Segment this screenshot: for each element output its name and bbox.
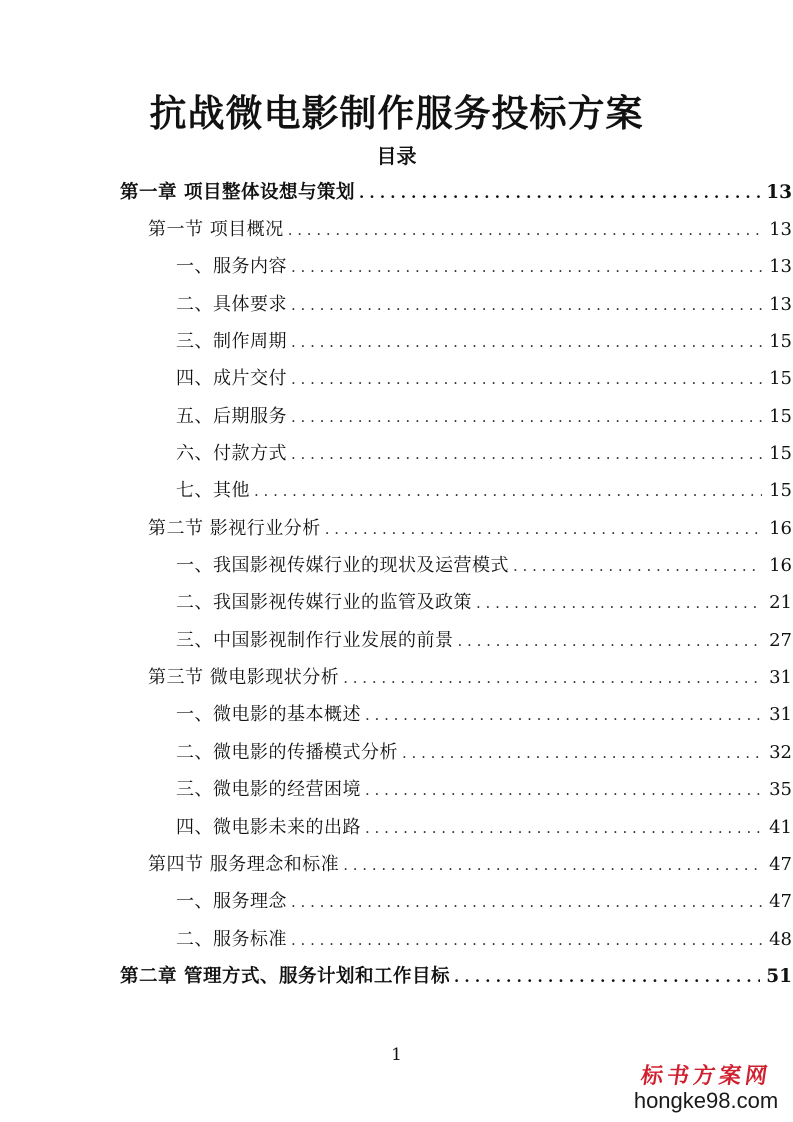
toc-entry-label: 五、后期服务 xyxy=(176,405,287,427)
toc-dot-leader xyxy=(288,218,762,242)
page-number: 1 xyxy=(391,1045,402,1065)
watermark-logo xyxy=(631,1066,781,1112)
toc-section-entry[interactable] xyxy=(0,211,792,248)
toc-dot-leader xyxy=(454,965,760,989)
toc-entry-page-number: 15 xyxy=(769,405,792,427)
toc-entry-label: 一、我国影视传媒行业的现状及运营模式 xyxy=(176,555,509,577)
toc-entry-page-number: 47 xyxy=(769,891,792,913)
toc-entry-label: 七、其他 xyxy=(176,480,250,502)
toc-entry-label: 二、服务标准 xyxy=(176,928,287,950)
toc-subsection-entry[interactable] xyxy=(0,398,792,435)
toc-entry-label: 一、服务理念 xyxy=(176,891,287,913)
toc-entry-page-number: 13 xyxy=(769,256,792,278)
toc-subsection-entry[interactable] xyxy=(0,697,792,734)
toc-entry-page-number: 32 xyxy=(769,741,792,763)
toc-dot-leader xyxy=(458,629,763,653)
toc-entry-label: 第四节 服务理念和标准 xyxy=(148,853,340,875)
toc-entry-page-number: 41 xyxy=(769,816,792,838)
document-title: 抗战微电影制作服务投标方案 xyxy=(149,91,644,135)
toc-dot-leader xyxy=(365,703,762,727)
toc-subsection-entry[interactable] xyxy=(0,921,792,958)
toc-entry-page-number: 15 xyxy=(769,368,792,390)
toc-subsection-entry[interactable] xyxy=(0,809,792,846)
toc-dot-leader xyxy=(325,517,762,541)
toc-entry-page-number: 51 xyxy=(766,965,792,987)
toc-entry-label: 四、成片交付 xyxy=(176,368,287,390)
toc-dot-leader xyxy=(365,778,762,802)
toc-dot-leader xyxy=(291,293,762,317)
toc-entry-page-number: 48 xyxy=(769,928,792,950)
toc-entry-page-number: 31 xyxy=(769,667,792,689)
toc-subsection-entry[interactable] xyxy=(0,734,792,771)
toc-dot-leader xyxy=(291,890,762,914)
toc-chapter-entry[interactable] xyxy=(0,958,792,995)
toc-subsection-entry[interactable] xyxy=(0,473,792,510)
toc-entry-page-number: 21 xyxy=(769,592,792,614)
toc-subsection-entry[interactable] xyxy=(0,286,792,323)
toc-subsection-entry[interactable] xyxy=(0,585,792,622)
toc-subsection-entry[interactable] xyxy=(0,772,792,809)
toc-entry-page-number: 31 xyxy=(769,704,792,726)
toc-entry-label: 二、具体要求 xyxy=(176,293,287,315)
toc-entry-label: 六、付款方式 xyxy=(176,443,287,465)
toc-subsection-entry[interactable] xyxy=(0,249,792,286)
toc-entry-label: 一、服务内容 xyxy=(176,256,287,278)
toc-entry-page-number: 35 xyxy=(769,779,792,801)
toc-entry-label: 三、制作周期 xyxy=(176,331,287,353)
toc-entry-page-number: 13 xyxy=(766,181,792,203)
toc-subsection-entry[interactable] xyxy=(0,884,792,921)
watermark-domain-text: hongke98.com xyxy=(633,1088,779,1113)
toc-subsection-entry[interactable] xyxy=(0,435,792,472)
toc-dot-leader xyxy=(476,591,762,615)
toc-entry-page-number: 13 xyxy=(769,293,792,315)
toc-entry-page-number: 16 xyxy=(769,517,792,539)
toc-entry-label: 第二章 管理方式、服务计划和工作目标 xyxy=(120,965,450,987)
table-of-contents xyxy=(0,174,793,996)
toc-dot-leader xyxy=(291,405,762,429)
toc-entry-label: 第二节 影视行业分析 xyxy=(148,517,321,539)
toc-entry-page-number: 27 xyxy=(769,629,792,651)
toc-dot-leader xyxy=(513,554,762,578)
toc-entry-label: 二、我国影视传媒行业的监管及政策 xyxy=(176,592,472,614)
toc-heading: 目录 xyxy=(376,144,417,168)
toc-entry-page-number: 47 xyxy=(769,853,792,875)
toc-dot-leader xyxy=(291,442,762,466)
toc-entry-page-number: 15 xyxy=(769,443,792,465)
toc-entry-label: 第一节 项目概况 xyxy=(148,219,284,241)
toc-dot-leader xyxy=(343,666,762,690)
toc-dot-leader xyxy=(291,330,762,354)
toc-subsection-entry[interactable] xyxy=(0,547,792,584)
toc-dot-leader xyxy=(359,181,760,205)
toc-dot-leader xyxy=(291,367,762,391)
toc-entry-page-number: 15 xyxy=(769,480,792,502)
toc-entry-label: 二、微电影的传播模式分析 xyxy=(176,741,398,763)
toc-entry-label: 三、中国影视制作行业发展的前景 xyxy=(176,629,454,651)
toc-dot-leader xyxy=(254,479,762,503)
toc-section-entry[interactable] xyxy=(0,846,792,883)
toc-chapter-entry[interactable] xyxy=(0,174,792,211)
watermark-chinese-text: 标书方案网 xyxy=(639,1064,773,1089)
toc-dot-leader xyxy=(343,853,762,877)
toc-entry-label: 第三节 微电影现状分析 xyxy=(148,667,340,689)
toc-subsection-entry[interactable] xyxy=(0,622,792,659)
toc-entry-page-number: 15 xyxy=(769,331,792,353)
toc-dot-leader xyxy=(365,816,762,840)
toc-entry-page-number: 13 xyxy=(769,219,792,241)
toc-section-entry[interactable] xyxy=(0,510,792,547)
toc-dot-leader xyxy=(402,741,762,765)
toc-entry-label: 第一章 项目整体设想与策划 xyxy=(120,181,355,203)
toc-entry-label: 四、微电影未来的出路 xyxy=(176,816,361,838)
toc-dot-leader xyxy=(291,928,762,952)
toc-entry-label: 一、微电影的基本概述 xyxy=(176,704,361,726)
toc-section-entry[interactable] xyxy=(0,659,792,696)
toc-entry-label: 三、微电影的经营困境 xyxy=(176,779,361,801)
toc-dot-leader xyxy=(291,255,762,279)
toc-subsection-entry[interactable] xyxy=(0,361,792,398)
toc-subsection-entry[interactable] xyxy=(0,323,792,360)
toc-entry-page-number: 16 xyxy=(769,555,792,577)
